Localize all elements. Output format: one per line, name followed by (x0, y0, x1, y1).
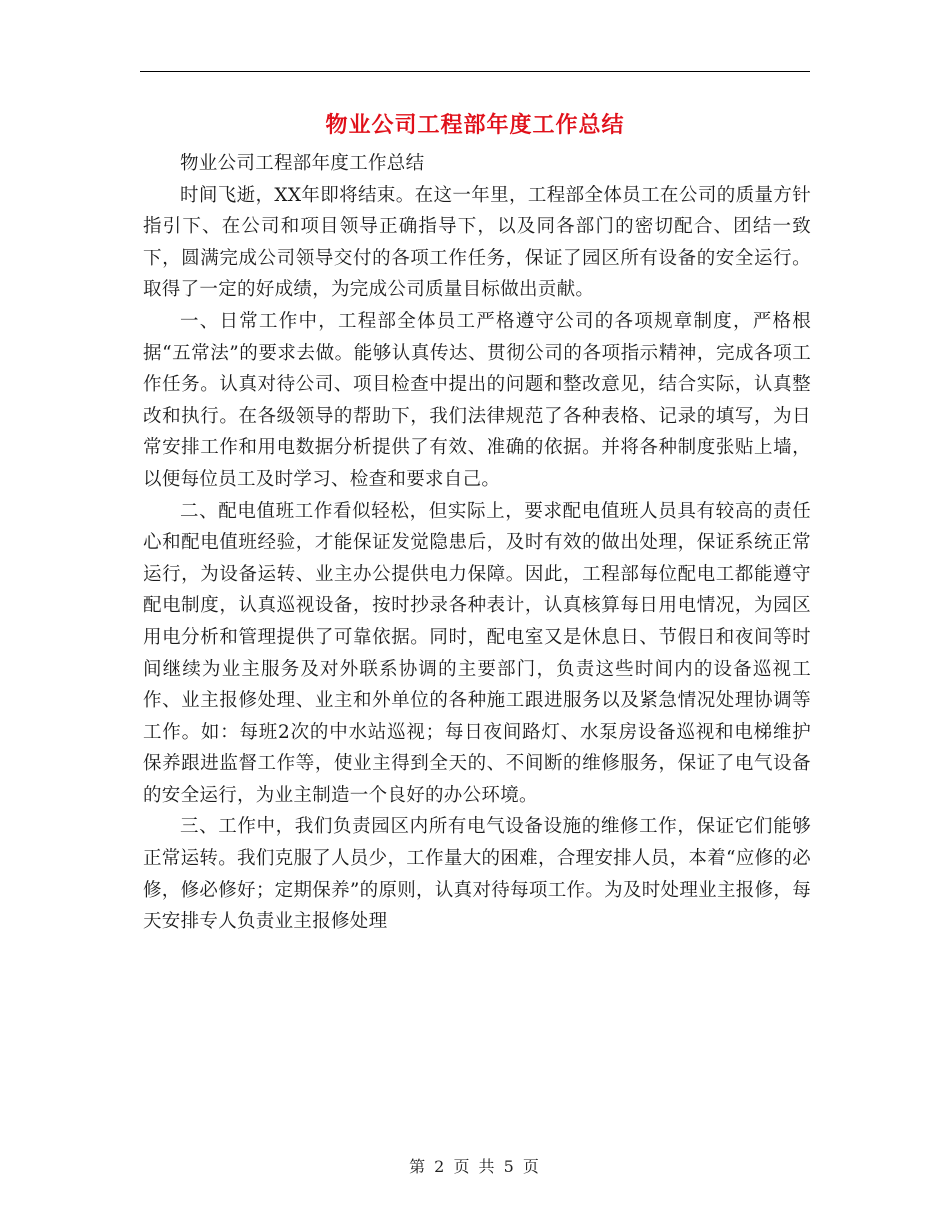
paragraph-section-3: 三、工作中，我们负责园区内所有电气设备设施的维修工作，保证它们能够正常运转。我们克服了人员少，工作量大的困难，合理安排人员，本着“应修的必修，修必修好；定期保养”的原则，认真对待每项工作。为及时处理业主报修，每天安排专人负责业主报修处理 (143, 816, 811, 933)
header-rule (140, 71, 810, 72)
document-body (143, 148, 811, 938)
paragraph-section-1: 一、日常工作中，工程部全体员工严格遵守公司的各项规章制度，严格根据“五常法”的要求去做。能够认真传达、贯彻公司的各项指示精神，完成各项工作任务。认真对待公司、项目检查中提出的问题和整改意见，结合实际，认真整改和执行。在各级领导的帮助下，我们法律规范了各种表格、记录的填写，为日常安排工作和用电数据分析提供了有效、准确的依据。并将各种制度张贴上墙，以便每位员工及时学习、检查和要求自己。 (143, 310, 811, 490)
paragraph-heading: 物业公司工程部年度工作总结 (180, 153, 425, 174)
page-number: 第 2 页 共 5 页 (409, 1157, 541, 1176)
paragraph-intro: 时间飞逝，XX年即将结束。在这一年里，工程部全体员工在公司的质量方针指引下、在公司和项目领导正确指导下，以及同各部门的密切配合、团结一致下，圆满完成公司领导交付的各项工作任务，保证了园区所有设备的安全运行。取得了一定的好成绩，为完成公司质量目标做出贡献。 (143, 184, 811, 301)
document-title: 物业公司工程部年度工作总结 (325, 113, 625, 138)
paragraph-section-2: 二、配电值班工作看似轻松，但实际上，要求配电值班人员具有较高的责任心和配电值班经验，才能保证发觉隐患后，及时有效的做出处理，保证系统正常运行，为设备运转、业主办公提供电力保障。因此，工程部每位配电工都能遵守配电制度，认真巡视设备，按时抄录各种表计，认真核算每日用电情况，为园区用电分析和管理提供了可靠依据。同时，配电室又是休息日、节假日和夜间等时间继续为业主服务及对外联系协调的主要部门，负责这些时间内的设备巡视工作、业主报修处理、业主和外单位的各种施工跟进服务以及紧急情况处理协调等工作。如：每班2次的中水站巡视；每日夜间路灯、水泵房设备巡视和电梯维护保养跟进监督工作等，使业主得到全天的、不间断的维修服务，保证了电气设备的安全运行，为业主制造一个良好的办公环境。 (143, 500, 811, 806)
